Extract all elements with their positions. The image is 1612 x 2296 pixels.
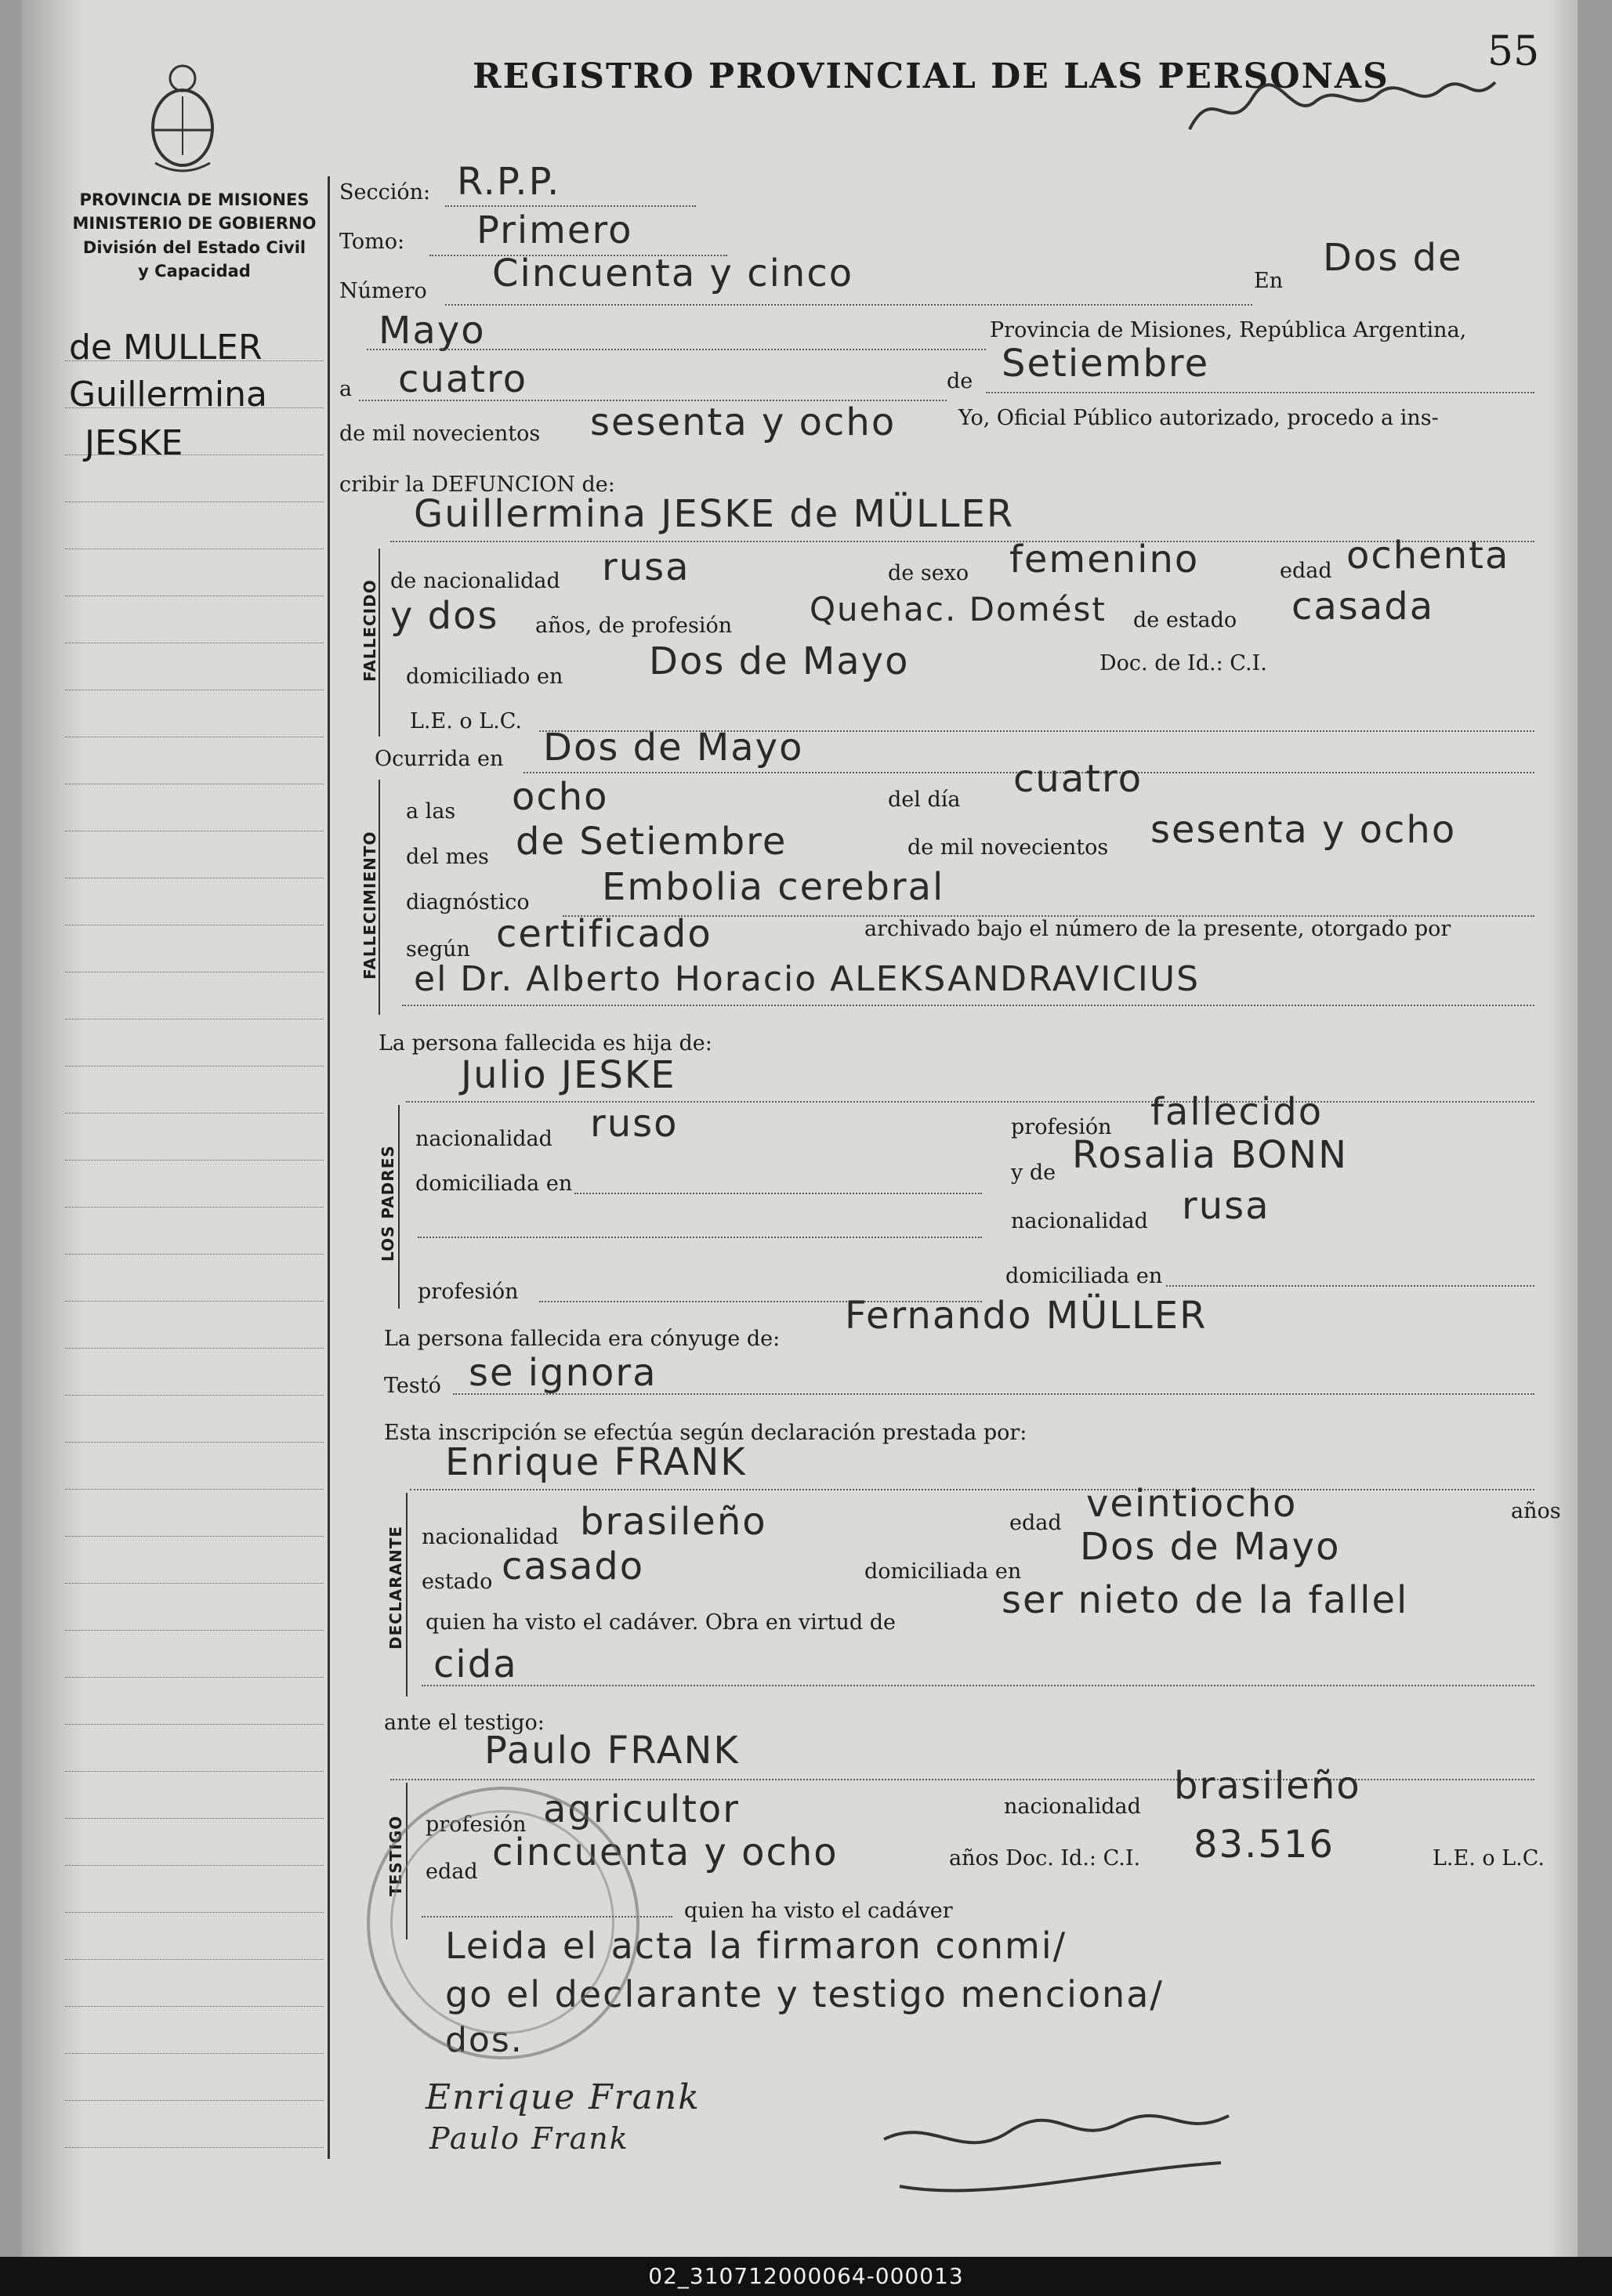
sexo-label: de sexo [888, 561, 969, 585]
margin-ruled-line [65, 1113, 324, 1114]
decl-anos-label: años [1511, 1499, 1561, 1523]
numero-value: Cincuenta y cinco [492, 252, 854, 295]
domicilio-value: Dos de Mayo [649, 639, 910, 683]
le-lc-label: L.E. o L.C. [410, 709, 523, 733]
testo-label: Testó [384, 1374, 441, 1398]
margin-ruled-line [65, 1771, 324, 1772]
sexo-value: femenino [1009, 538, 1200, 581]
margin-ruled-line [65, 1160, 324, 1161]
nacionalidad-value: rusa [602, 545, 690, 589]
division-label-2: y Capacidad [138, 262, 251, 281]
padre-value: Julio JESKE [461, 1053, 676, 1097]
nombre-value: Guillermina JESKE de MÜLLER [414, 492, 1015, 536]
margin-ruled-line [65, 1254, 324, 1255]
margin-ruled-line [65, 1442, 324, 1443]
ante-testigo-label: ante el testigo: [384, 1711, 545, 1735]
test-prof-value: agricultor [543, 1787, 741, 1831]
test-edad-value: cincuenta y ocho [492, 1831, 839, 1874]
test-le-lc-label: L.E. o L.C. [1433, 1846, 1545, 1870]
diagnostico-label: diagnóstico [406, 890, 530, 914]
madre-prof-label: profesión [418, 1280, 519, 1304]
lugar-line [367, 349, 986, 350]
segun-label: según [406, 937, 470, 961]
medico-value: el Dr. Alberto Horacio ALEKSANDRAVICIUS [414, 959, 1201, 999]
testo-line [453, 1393, 1534, 1395]
inscripcion-label: Esta inscripción se efectúa según declaración prestada por: [384, 1421, 1027, 1445]
margin-ruled-line [65, 1348, 324, 1349]
numero-label: Número [339, 279, 427, 303]
margin-ruled-line [65, 2006, 324, 2007]
padres-section-label: LOS PADRES [379, 1145, 397, 1262]
edad-label: edad [1280, 559, 1332, 583]
margin-ruled-line [65, 1630, 324, 1631]
hora-value: ocho [512, 775, 609, 819]
archivado-label: archivado bajo el número de la presente, otorgado por [864, 917, 1451, 941]
decl-virtud-value-2: cida [433, 1642, 518, 1686]
margin-ruled-line [65, 2053, 324, 2054]
madre-nac-label: nacionalidad [1011, 1209, 1148, 1233]
medico-line [402, 1005, 1534, 1006]
declarante-line [410, 1489, 1534, 1490]
folio-number: 55 [1487, 28, 1540, 75]
padre-prof-value: fallecido [1150, 1090, 1324, 1134]
signature-declarante: Enrique Frank [426, 2077, 701, 2117]
margin-ruled-line [65, 1818, 324, 1819]
closing-line-1: Leida el acta la firmaron conmi/ [445, 1925, 1067, 1967]
argentine-coat-of-arms-icon [139, 61, 226, 179]
lugar-value: Mayo [379, 309, 486, 353]
padres-bracket [398, 1105, 400, 1309]
diagnostico-value: Embolia cerebral [602, 865, 945, 909]
decl-virtud-value: ser nieto de la fallel [1002, 1578, 1409, 1622]
margin-ruled-line [65, 1207, 324, 1208]
margin-note-surname: de MULLER [69, 328, 263, 368]
oficial-label: Yo, Oficial Público autorizado, procedo a ins- [958, 406, 1439, 430]
declarante-bracket [406, 1493, 408, 1697]
doc-id-label: Doc. de Id.: C.I. [1099, 651, 1267, 675]
edad-value-2: y dos [390, 594, 499, 638]
decl-edad-label: edad [1009, 1511, 1062, 1535]
testigo-value: Paulo FRANK [484, 1729, 740, 1773]
decl-nac-value: brasileño [580, 1500, 767, 1544]
margin-ruled-line [65, 1066, 324, 1067]
margin-note-given-name: Guillermina [69, 375, 267, 415]
closing-line-3: dos. [445, 2020, 523, 2060]
nacionalidad-label: de nacionalidad [390, 569, 560, 593]
test-nac-value: brasileño [1174, 1764, 1361, 1808]
testigo-section-label: TESTIGO [386, 1815, 405, 1896]
del-dia-label: del día [888, 788, 961, 812]
margin-ruled-line [65, 1489, 324, 1490]
seccion-label: Sección: [339, 180, 431, 205]
inscribir-label: cribir la DEFUNCION de: [339, 473, 615, 497]
madre-value: Rosalia BONN [1072, 1133, 1349, 1177]
provincia-label: Provincia de Misiones, República Argentina, [990, 318, 1467, 342]
register-page [22, 0, 1578, 2257]
official-stamp-inner [390, 1810, 614, 2034]
conyuge-label: La persona fallecida era cónyuge de: [384, 1327, 781, 1351]
testigo-line [390, 1779, 1534, 1780]
tomo-value: Primero [476, 208, 633, 252]
padre-dom-label: domiciliada en [415, 1172, 573, 1196]
registrar-signature [868, 2092, 1417, 2233]
segun-value: certificado [496, 912, 712, 956]
de-label: de [947, 369, 973, 393]
declarante-value: Enrique FRANK [445, 1440, 747, 1484]
margin-ruled-line [65, 1536, 324, 1537]
issuing-authority [38, 188, 351, 284]
declarante-section-label: DECLARANTE [386, 1525, 405, 1650]
test-ci-value: 83.516 [1194, 1823, 1335, 1867]
padres-blank-line [418, 1237, 982, 1238]
margin-ruled-line [65, 1583, 324, 1584]
closing-line-2: go el declarante y testigo menciona/ [445, 1973, 1164, 2015]
de-mil-label: de mil novecientos [339, 422, 541, 446]
testo-value: se ignora [469, 1351, 657, 1395]
decl-dom-value: Dos de Mayo [1080, 1525, 1341, 1569]
test-prof-label: profesión [426, 1813, 527, 1837]
tomo-label: Tomo: [339, 230, 405, 254]
fallecido-section-label: FALLECIDO [360, 579, 379, 682]
decl-estado-label: estado [422, 1570, 493, 1594]
margin-ruled-line [65, 1395, 324, 1396]
en-value: Dos de [1323, 236, 1463, 280]
numero-line [445, 304, 1252, 306]
test-nac-label: nacionalidad [1004, 1794, 1141, 1819]
seccion-value: R.P.P. [457, 160, 561, 204]
edad-value: ochenta [1346, 534, 1510, 578]
de-mil-2-label: de mil novecientos [907, 835, 1109, 860]
margin-note-maiden-name: JESKE [85, 423, 183, 463]
padre-nac-value: ruso [590, 1102, 679, 1146]
ocurrida-label: Ocurrida en [375, 747, 504, 771]
y-de-label: y de [1011, 1161, 1056, 1185]
conyuge-value: Fernando MÜLLER [845, 1294, 1208, 1338]
anio-value: sesenta y ocho [590, 400, 897, 444]
seccion-line [445, 205, 696, 207]
madre-dom-label: domiciliada en [1005, 1264, 1163, 1288]
hija-de-label: La persona fallecida es hija de: [379, 1031, 712, 1056]
margin-ruled-line [65, 2100, 324, 2101]
anio-muerte-value: sesenta y ocho [1150, 808, 1457, 852]
decl-virtud-line [422, 1685, 1534, 1686]
domicilio-label: domiciliado en [406, 665, 563, 689]
signature-testigo: Paulo Frank [429, 2121, 629, 2156]
decl-estado-value: casado [502, 1545, 645, 1588]
mes-line [986, 392, 1534, 393]
margin-ruled-line [65, 1677, 324, 1678]
profesion-label: años, de profesión [535, 614, 733, 638]
decl-virtud-label: quien ha visto el cadáver. Obra en virtud de [426, 1610, 897, 1635]
division-label: División del Estado Civil [82, 237, 306, 257]
a-label: a [339, 377, 353, 401]
official-signature [1182, 67, 1511, 153]
dia-value: cuatro [398, 357, 528, 401]
padre-line [406, 1101, 1534, 1103]
mes-muerte-value: de Setiembre [516, 820, 788, 864]
ministry-label: MINISTERIO DE GOBIERNO [72, 214, 317, 234]
margin-rule [328, 176, 330, 2159]
madre-dom-line [1166, 1285, 1534, 1287]
padre-nac-label: nacionalidad [415, 1127, 552, 1151]
page-edge [1546, 0, 1578, 2257]
margin-ruled-line [65, 1301, 324, 1302]
mes-value: Setiembre [1002, 342, 1210, 386]
province-label: PROVINCIA DE MISIONES [79, 190, 310, 209]
test-visto-label: quien ha visto el cadáver [684, 1899, 953, 1923]
test-edad-label: edad [426, 1860, 478, 1884]
decl-nac-label: nacionalidad [422, 1525, 559, 1549]
margin-ruled-line [65, 1959, 324, 1960]
profesion-value: Quehac. Domést [810, 590, 1107, 628]
ocurrida-value: Dos de Mayo [543, 726, 804, 770]
test-doc-label: años Doc. Id.: C.I. [949, 1846, 1141, 1870]
padre-dom-line [574, 1193, 982, 1194]
dia-muerte-value: cuatro [1013, 757, 1143, 801]
margin-ruled-line [65, 1724, 324, 1725]
estado-value: casada [1291, 585, 1435, 628]
page-title: REGISTRO PROVINCIAL DE LAS PERSONAS [473, 56, 1389, 96]
padre-prof-label: profesión [1011, 1115, 1112, 1139]
a-las-label: a las [406, 799, 456, 824]
del-mes-label: del mes [406, 845, 489, 869]
margin-ruled-line [65, 2147, 324, 2148]
estado-label: de estado [1133, 608, 1237, 632]
en-label: En [1254, 269, 1284, 293]
margin-ruled-line [65, 1865, 324, 1866]
scan-identifier: 02_310712000064-000013 [0, 2257, 1612, 2296]
fallecimiento-section-label: FALLECIMIENTO [360, 831, 379, 980]
decl-edad-value: veintiocho [1086, 1482, 1298, 1526]
margin-ruled-line [65, 1912, 324, 1913]
madre-nac-value: rusa [1182, 1184, 1270, 1228]
decl-dom-label: domiciliada en [864, 1559, 1022, 1584]
